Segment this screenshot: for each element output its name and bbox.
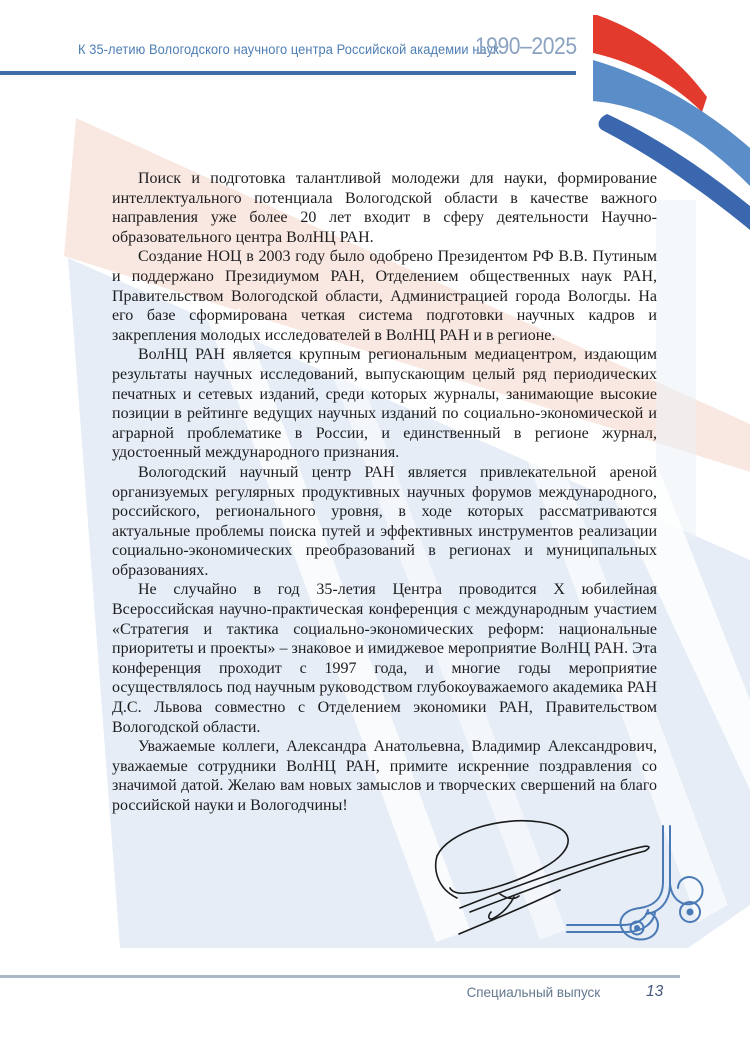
corner-ribbon-swoosh-icon xyxy=(0,0,750,400)
paragraph: Уважаемые коллеги, Александра Анатольевна, Владимир Александрович, уважаемые сотрудники ВолНЦ РАН, примите искренние поздравления со значимой датой. Желаю вам новых замыслов и творческих свершений на благо российской науки и Вологодчины! xyxy=(112,738,657,814)
paragraph: Не случайно в год 35-летия Центра проводится X юбилейная Всероссийская научно-практическая конференция с международным участием «Стратегия и тактика социально-экономических реформ: национальные приоритеты и проекты» – знаковое и имиджевое мероприятие ВолНЦ РАН. Эта конференция проходит с 1997 года, и многие годы мероприятие осуществлялось под научным руководством глубокоуважаемого академика РАН Д.С. Львова совместно с Отделением экономики РАН, Правительством Вологодской области. xyxy=(112,581,657,736)
header-rule xyxy=(0,71,576,75)
footer-issue-label: Специальный выпуск xyxy=(466,984,600,1000)
paragraph: Создание НОЦ в 2003 году было одобрено Президентом РФ В.В. Путиным и поддержано Президиумом РАН, Отделением общественных наук РАН, Правительством Вологодской области, Администрацией города Вологды. На его базе сформирована четкая система подготовки научных кадров и закрепления молодых исследователей в ВолНЦ РАН и в регионе. xyxy=(112,248,657,344)
page-number: 13 xyxy=(646,983,664,1000)
paragraph: ВолНЦ РАН является крупным региональным медиацентром, издающим результаты научных исследований, выпускающим целый ряд периодических печатных и сетевых изданий, среди которых журналы, занимающие высокие позиции в рейтинге ведущих научных изданий по социально-экономической и аграрной проблематике в России, и единственный в регионе журнал, удостоенный международного признания. xyxy=(112,346,657,462)
paragraph: Поиск и подготовка талантливой молодежи для науки, формирование интеллектуального потенциала Вологодской области в качестве важного направления уже более 20 лет входит в сферу деятельности Научно-образовательного центра ВолНЦ РАН. xyxy=(112,170,657,246)
header-anniversary-years: 1990–2025 xyxy=(475,33,577,60)
paragraph: Вологодский научный центр РАН является привлекательной ареной организуемых регулярных продуктивных научных форумов международного, российского, регионального уровня, в ходе которых рассматриваются актуальные проблемы поиска путей и эффективных инструментов реализации социально-экономических преобразований в регионах и муниципальных образованиях. xyxy=(112,463,657,579)
header-edition-title: К 35-летию Вологодского научного центра Российской академии наук xyxy=(78,42,499,57)
footer-rule xyxy=(0,975,680,978)
